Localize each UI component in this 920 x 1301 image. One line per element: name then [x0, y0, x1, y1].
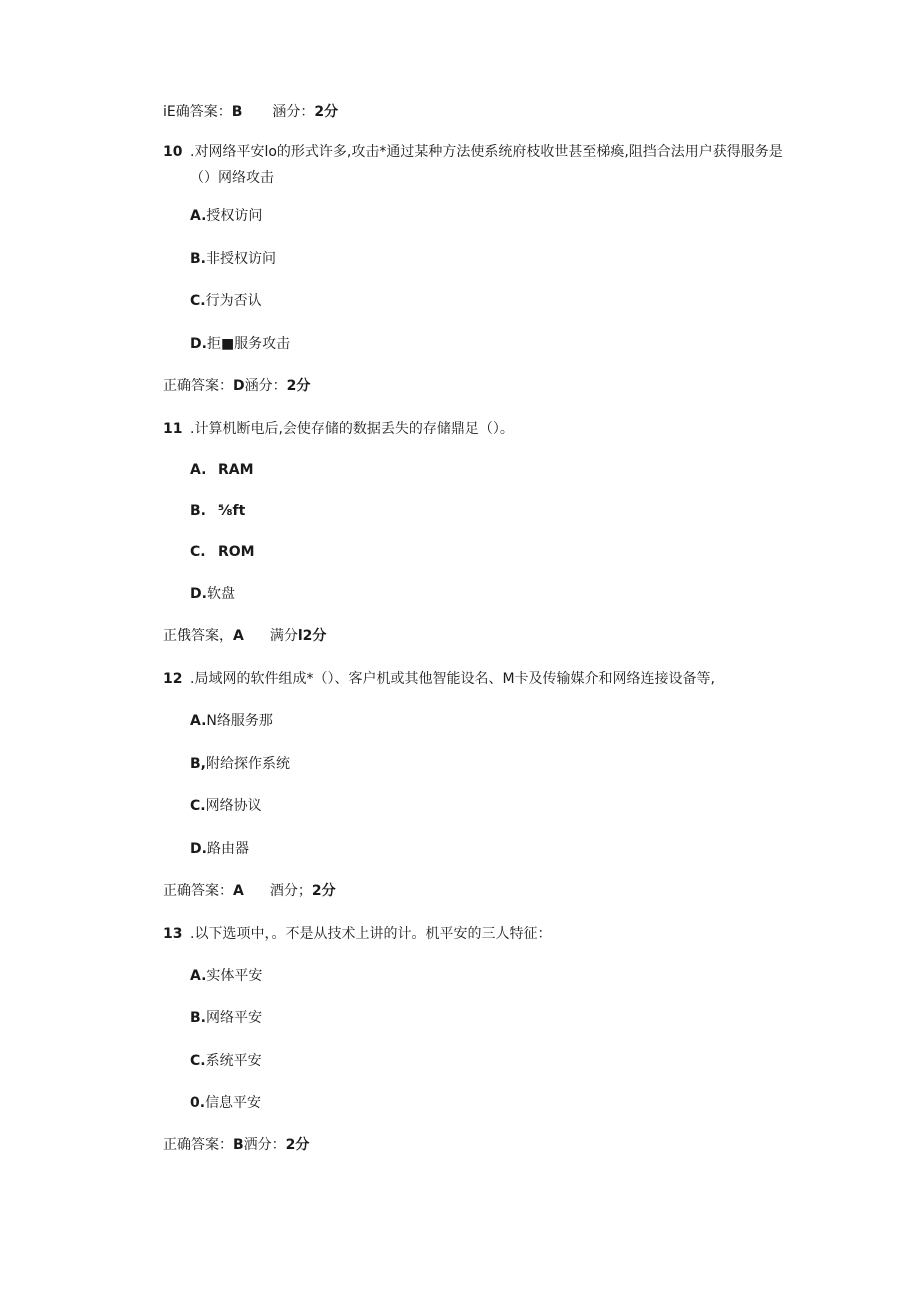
- question-number: 13: [163, 926, 183, 942]
- score-value: 2分: [311, 883, 336, 899]
- answer-label: 正俄答案，: [163, 628, 233, 644]
- option-d: D.软盘: [190, 586, 235, 602]
- option-b: B. ⅝ft: [190, 503, 246, 519]
- option-d: D.拒■服务攻击: [190, 336, 291, 352]
- option-d: 0.信息平安: [190, 1095, 262, 1111]
- answer-value: D: [233, 378, 245, 394]
- score-label: 酒分；: [269, 883, 312, 899]
- answer-value: A: [233, 883, 244, 899]
- answer-line-12: [163, 881, 336, 901]
- score-label: 洒分：: [243, 1137, 286, 1153]
- score-value: 2分: [286, 378, 311, 394]
- answer-label: iE确答案：: [163, 104, 232, 120]
- question-text: .对网络平安lo的形式许多,攻击*通过某种方法使系统府枝收世甚至梯瘓,阻挡合法用户获得服务是（）网络攻击: [190, 144, 783, 186]
- answer-label: 正确答案：: [163, 378, 233, 394]
- answer-line-11: [163, 626, 326, 646]
- option-b: B,附给探作系统: [190, 756, 290, 772]
- option-b: B.网络平安: [190, 1010, 262, 1026]
- answer-value: B: [233, 1137, 244, 1153]
- option-c: C.网络协议: [190, 798, 262, 814]
- question-number: 11: [163, 421, 183, 437]
- answer-value: A: [233, 628, 244, 644]
- score-value: l2分: [297, 628, 327, 644]
- option-d: D.路由器: [190, 841, 249, 857]
- answer-line-10: [163, 376, 310, 396]
- option-c: C. ROM: [190, 544, 255, 560]
- answer-line-9: [163, 102, 338, 122]
- option-c: C.系统平安: [190, 1053, 262, 1069]
- answer-label: 正确答案：: [163, 1137, 233, 1153]
- option-b: B.非授权访问: [190, 251, 276, 267]
- score-label: 涵分：: [272, 104, 315, 120]
- question-text: .计算机断电后,会使存储的数据丢失的存储鼎足（）。: [190, 421, 514, 437]
- question-text: .局域网的软件组成*（）、客户机或其他智能设名、M卡及传输媒介和网络连接设备等,: [190, 671, 715, 687]
- answer-label: 正确答案：: [163, 883, 233, 899]
- question-number: 12: [163, 671, 183, 687]
- option-c: C.行为否认: [190, 293, 262, 309]
- option-a: A. RAM: [190, 462, 254, 478]
- score-label: 涵分：: [244, 378, 287, 394]
- question-text: .以下选项中，。不是从技术上讲的计。机平安的三人特征：: [190, 926, 552, 942]
- option-a: A.授权访问: [190, 208, 263, 224]
- score-label: 满分: [269, 628, 298, 644]
- answer-line-13: [163, 1135, 309, 1155]
- answer-value: B: [231, 104, 243, 120]
- option-a: A.实体平安: [190, 968, 263, 984]
- score-value: 2分: [285, 1137, 310, 1153]
- option-a: A.N络服务那: [190, 713, 273, 729]
- score-value: 2分: [314, 104, 339, 120]
- question-number: 10: [163, 144, 183, 160]
